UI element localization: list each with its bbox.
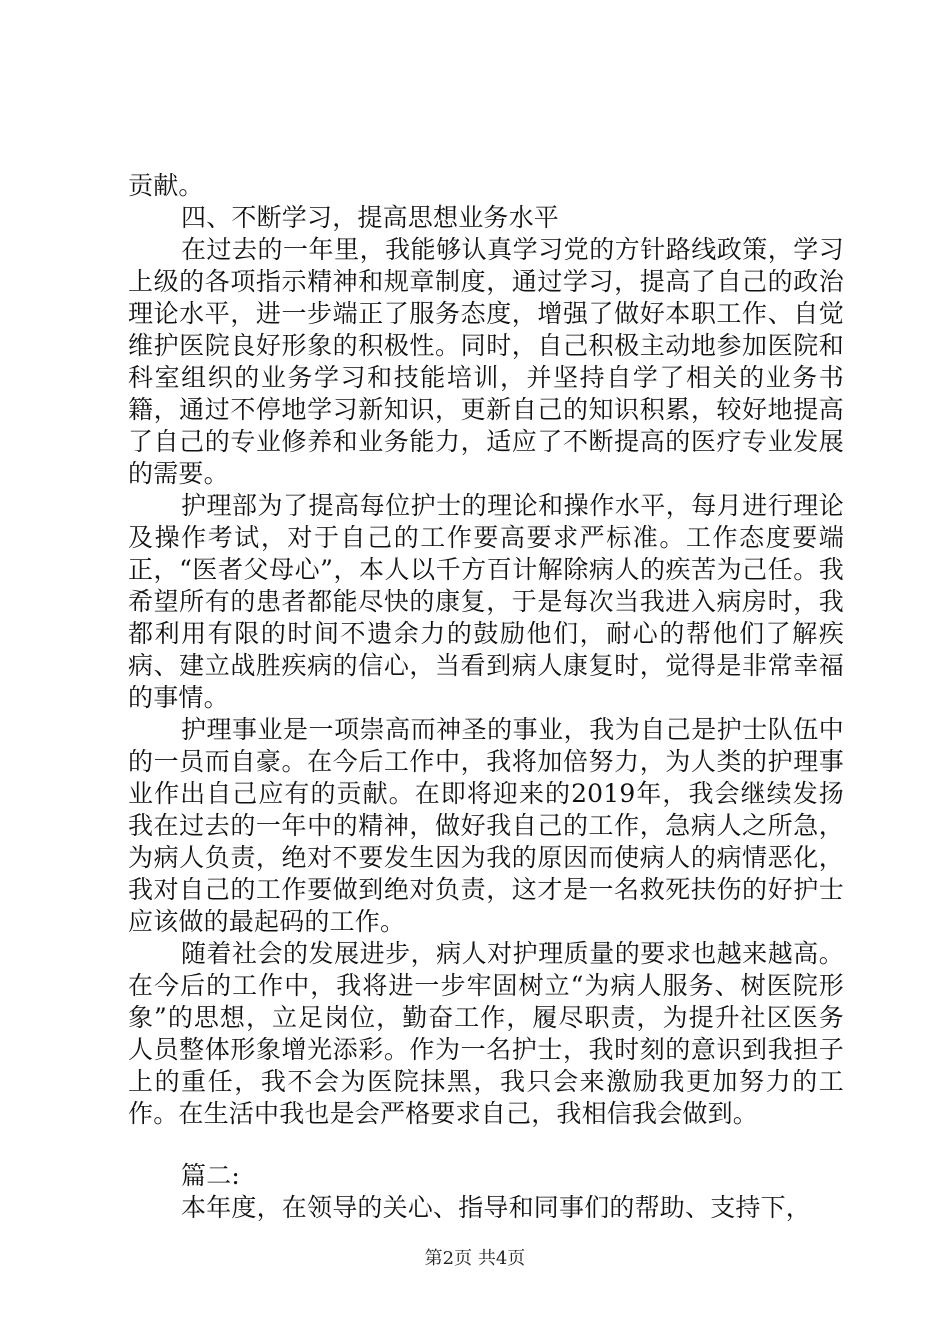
continued-text: 贡献。 [128,171,204,200]
paragraph-nursing-career: 护理事业是一项崇高而神圣的事业，我为自己是护士队伍中的一员而自豪。在今后工作中，我将加倍努力，为人类的护理事业作出自己应有的贡献。在即将迎来的2019年，我会继续发扬我在过去的一年中的精神，做好我自己的工作，急病人之所急，为病人负责，绝对不要发生因为我的原因而使病人的病情恶化，我对自己的工作要做到绝对负责，这才是一名救死扶伤的好护士应该做的最起码的工作。 [128,715,844,936]
paragraph-social-progress: 随着社会的发展进步，病人对护理质量的要求也越来越高。在今后的工作中，我将进一步牢固树立“为病人服务、树医院形象”的思想，立足岗位，勤奋工作，履尽职责，为提升社区医务人员整体形象增光添彩。作为一名护士，我时刻的意识到我担子上的重任，我不会为医院抹黑，我只会来激励我更加努力的工作。在生活中我也是会严格要求自己，我相信我会做到。 [128,939,844,1128]
part-two-first-line: 本年度，在领导的关心、指导和同事们的帮助、支持下， [181,1193,812,1222]
document-body [128,170,844,1224]
section-heading: 四、不断学习，提高思想业务水平 [181,203,560,232]
paragraph-nursing-department: 护理部为了提高每位护士的理论和操作水平，每月进行理论及操作考试，对于自己的工作要高要求严标准。工作态度要端正，“医者父母心”，本人以千方百计解除病人的疾苦为己任。我希望所有的患者都能尽快的康复，于是每次当我进入病房时，我都利用有限的时间不遗余力的鼓励他们，耐心的帮他们了解疾病、建立战胜疾病的信心，当看到病人康复时，觉得是非常幸福的事情。 [128,491,844,712]
section-gap [128,1130,844,1160]
page-footer: 第2页 共4页 [424,1248,526,1269]
part-two-heading: 篇二: [181,1161,241,1190]
paragraph-study: 在过去的一年里，我能够认真学习党的方针路线政策，学习上级的各项指示精神和规章制度，通过学习，提高了自己的政治理论水平，进一步端正了服务态度，增强了做好本职工作、自觉维护医院良好形象的积极性。同时，自己积极主动地参加医院和科室组织的业务学习和技能培训，并坚持自学了相关的业务书籍，通过不停地学习新知识，更新自己的知识积累，较好地提高了自己的专业修养和业务能力，适应了不断提高的医疗专业发展的需要。 [128,235,844,488]
